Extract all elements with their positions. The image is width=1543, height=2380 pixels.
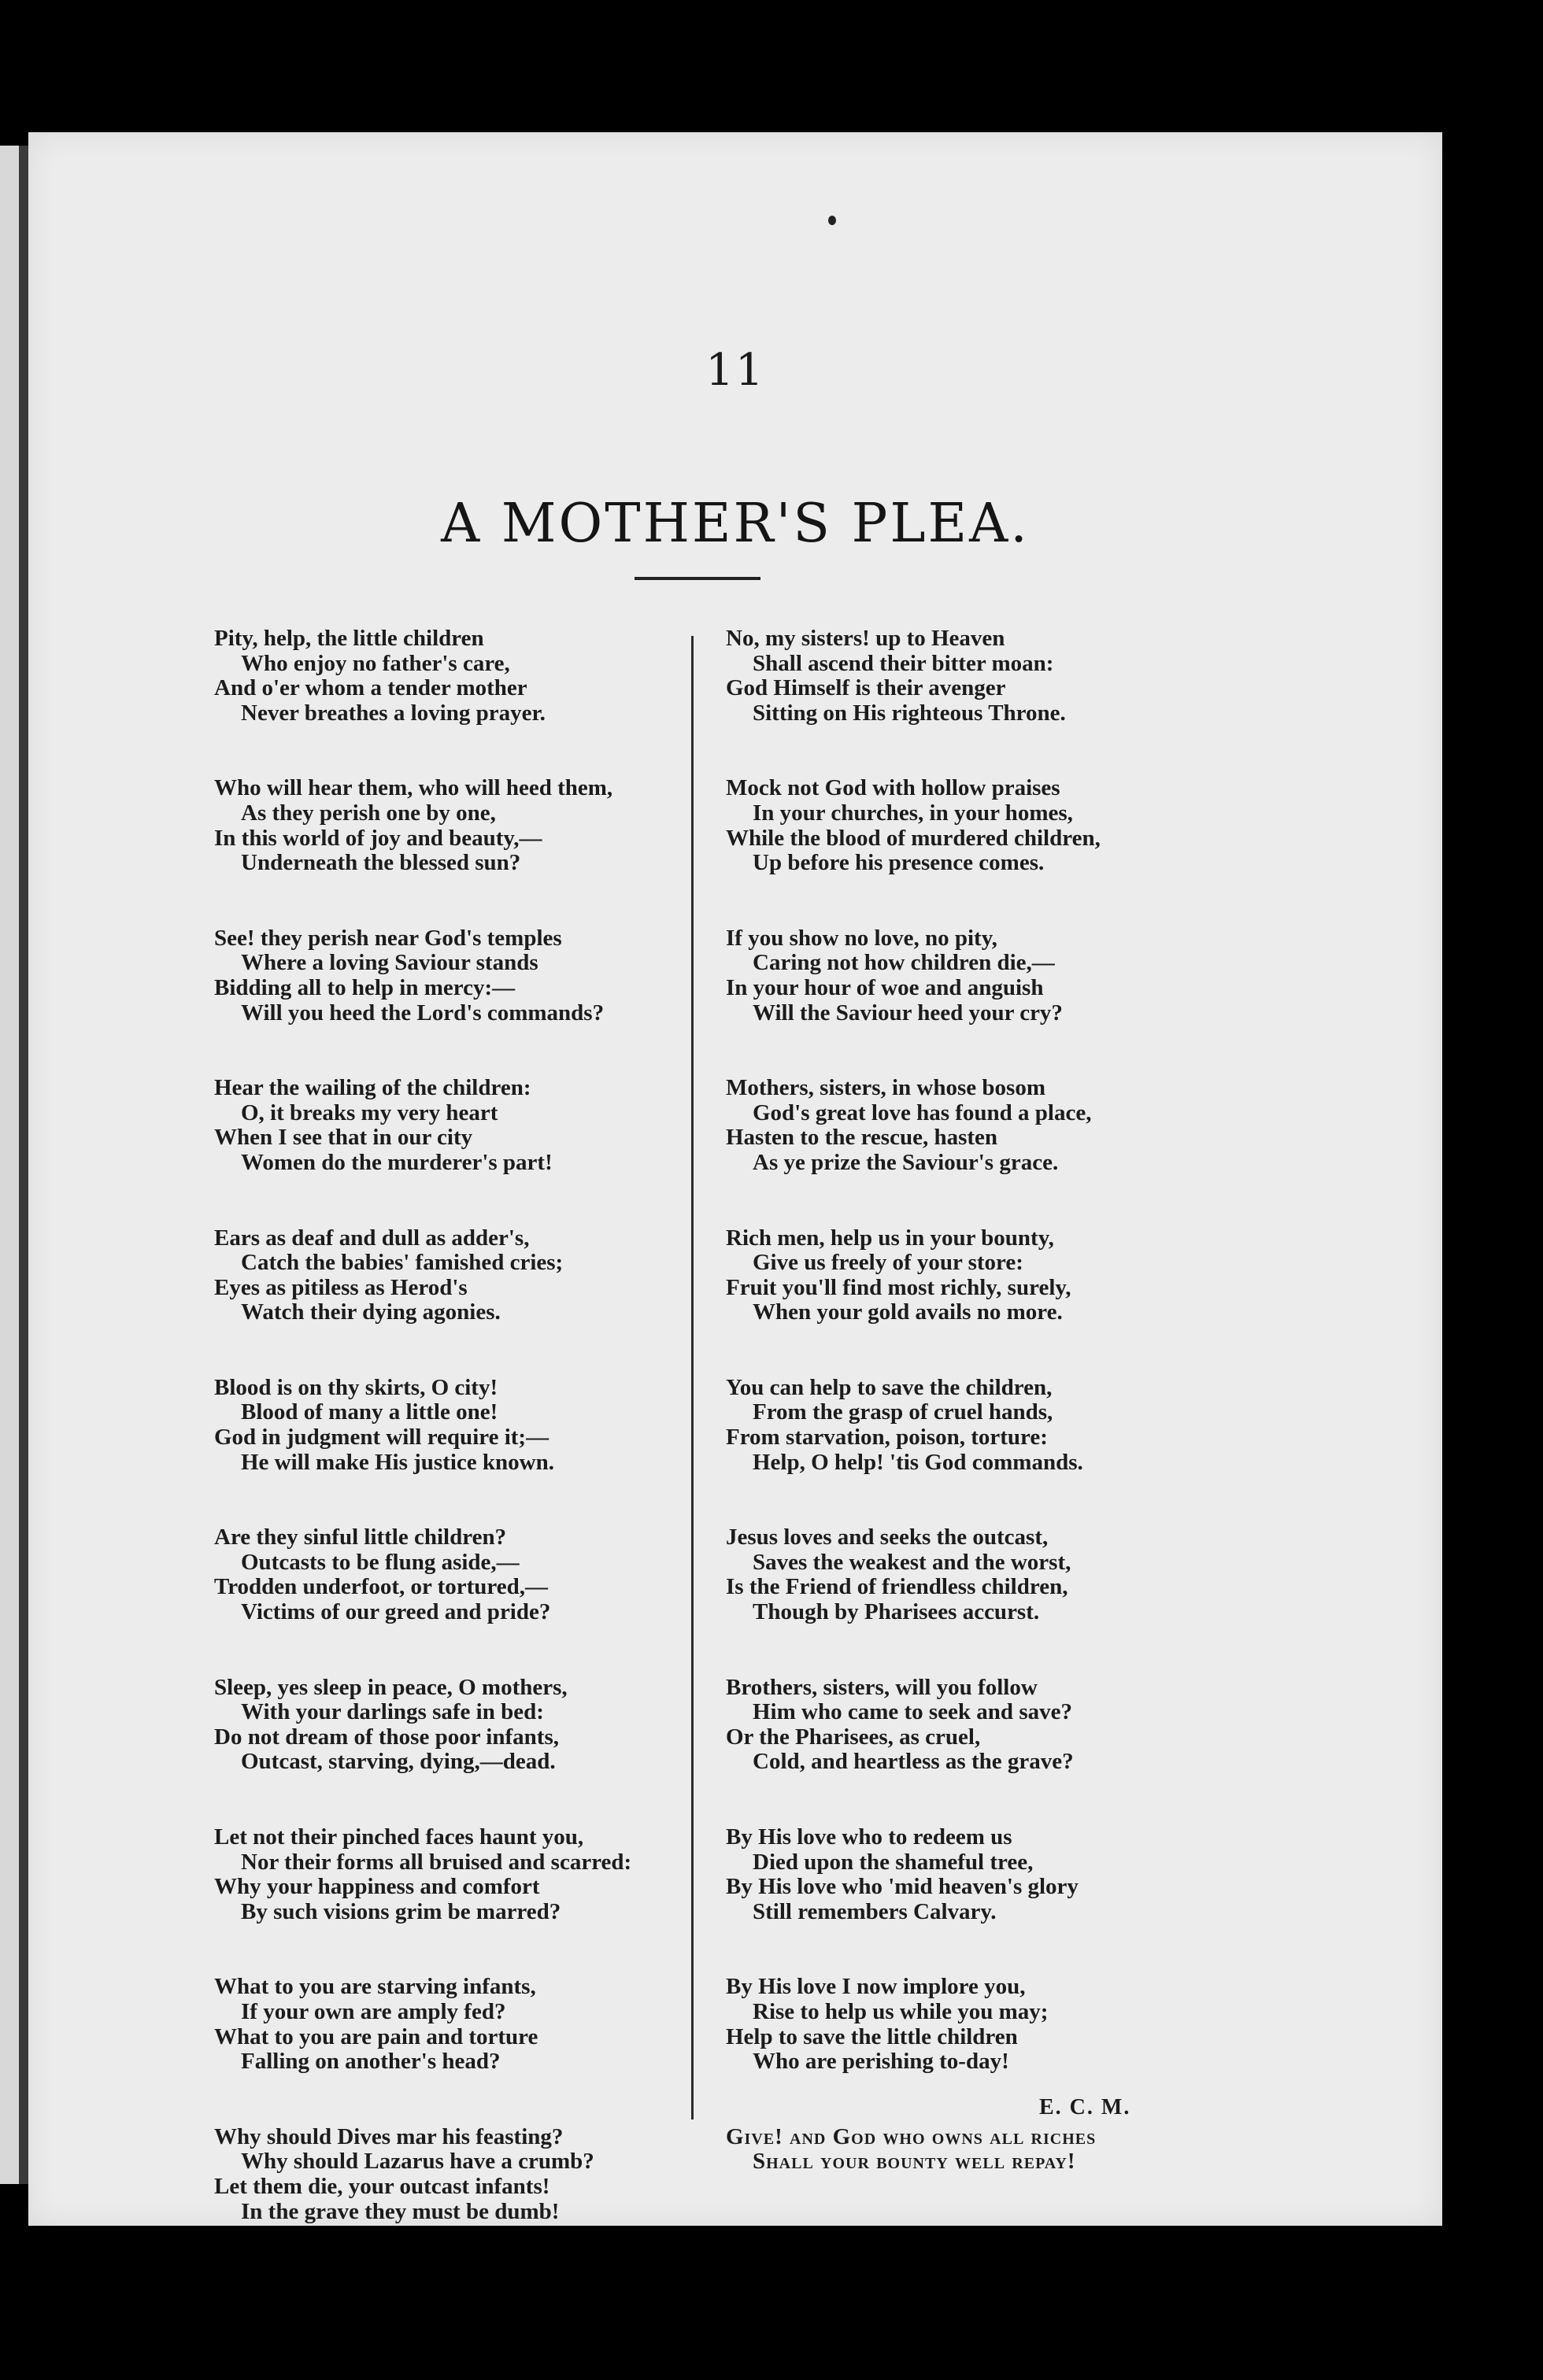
poem-line: Are they sinful little children?	[214, 1524, 507, 1550]
poem-left-column	[214, 626, 686, 2275]
poem-line: No, my sisters! up to Heaven	[726, 626, 1005, 651]
poem-line: Outcasts to be flung aside,—	[241, 1549, 520, 1575]
poem-line: Who are perishing to-day!	[753, 2049, 1009, 2075]
poem-line: God in judgment will require it;—	[214, 1425, 549, 1451]
stanza	[726, 1825, 1214, 1924]
poem-line: Him who came to seek and save?	[753, 1699, 1072, 1725]
poem-line: Cold, and heartless as the grave?	[753, 1749, 1074, 1775]
poem-line: Mock not God with hollow praises	[726, 775, 1060, 801]
stanza	[726, 2125, 1214, 2175]
poem-line: Victims of our greed and pride?	[241, 1599, 551, 1625]
stanza	[726, 926, 1214, 1026]
poem-line: See! they perish near God's temples	[214, 925, 562, 951]
poem-line: Shall ascend their bitter moan:	[753, 650, 1054, 676]
poem-line: Who enjoy no father's care,	[241, 650, 510, 676]
poem-line: Jesus loves and seeks the outcast,	[726, 1524, 1049, 1550]
stanza	[726, 626, 1214, 726]
poem-line: You can help to save the children,	[726, 1374, 1053, 1400]
poem-line: Give us freely of your store:	[753, 1250, 1023, 1276]
poem-line: Bidding all to help in mercy:—	[214, 974, 516, 1000]
poem-line: Who will hear them, who will heed them,	[214, 775, 613, 801]
poem-line: By His love who 'mid heaven's glory	[726, 1874, 1079, 1900]
column-divider	[691, 636, 694, 2119]
poem-line: Sitting on His righteous Throne.	[753, 700, 1066, 726]
poem-line: Hasten to the rescue, hasten	[726, 1125, 998, 1151]
poem-line: When I see that in our city	[214, 1125, 473, 1151]
poem-line: Help, O help! 'tis God commands.	[753, 1449, 1083, 1475]
poem-line: Brothers, sisters, will you follow	[726, 1674, 1038, 1700]
stanza	[726, 1525, 1214, 1624]
stanza	[726, 1376, 1214, 1475]
stanza	[214, 1076, 686, 1175]
poem-line: Still remembers Calvary.	[753, 1898, 997, 1924]
poem-line: From starvation, poison, torture:	[726, 1425, 1048, 1451]
title-rule	[635, 577, 760, 580]
stanza	[726, 1076, 1214, 1175]
poem-line: God's great love has found a place,	[753, 1099, 1092, 1125]
poem-line: Do not dream of those poor infants,	[214, 1724, 559, 1750]
poem-line: Ears as deaf and dull as adder's,	[214, 1225, 530, 1251]
poem-line: Watch their dying agonies.	[241, 1299, 501, 1325]
poem-line: Never breathes a loving prayer.	[241, 700, 546, 726]
poem-line: And o'er whom a tender mother	[214, 675, 527, 701]
binding-shadow	[19, 146, 28, 2184]
poem-line: Sleep, yes sleep in peace, O mothers,	[214, 1674, 568, 1700]
poem-line: Outcast, starving, dying,—dead.	[241, 1749, 556, 1775]
poem-line: Pity, help, the little children	[214, 626, 484, 651]
poem-line: By His love I now implore you,	[726, 1974, 1026, 2000]
poem-line: Rich men, help us in your bounty,	[726, 1225, 1054, 1251]
stanza	[214, 1525, 686, 1624]
poem-line: Underneath the blessed sun?	[241, 850, 521, 876]
stanza	[726, 1975, 1214, 2074]
poem-line: Shall your bounty well repay!	[753, 2149, 1076, 2175]
stanza	[214, 1975, 686, 2074]
poem-line: Blood of many a little one!	[241, 1399, 498, 1425]
poem-line: Trodden underfoot, or tortured,—	[214, 1574, 548, 1600]
document-page	[28, 132, 1442, 2226]
poem-line: Hear the wailing of the children:	[214, 1075, 531, 1101]
ink-speck	[828, 216, 836, 225]
poem-line: Or the Pharisees, as cruel,	[726, 1724, 981, 1750]
poem-line: Mothers, sisters, in whose bosom	[726, 1075, 1045, 1101]
poem-line: As ye prize the Saviour's grace.	[753, 1149, 1059, 1175]
poem-title: A MOTHER'S PLEA.	[441, 493, 1030, 555]
page-number: 11	[705, 345, 765, 396]
poem-line: Caring not how children die,—	[753, 950, 1055, 976]
poem-line: Eyes as pitiless as Herod's	[214, 1274, 468, 1300]
poem-line: Why should Lazarus have a crumb?	[241, 2149, 594, 2175]
poem-line: Fruit you'll find most richly, surely,	[726, 1274, 1071, 1300]
author-initials: E. C. M.	[1039, 2095, 1131, 2119]
poem-line: By such visions grim be marred?	[241, 1898, 561, 1924]
poem-line: Women do the murderer's part!	[241, 1149, 553, 1175]
stanza	[214, 626, 686, 726]
poem-line: Nor their forms all bruised and scarred:	[241, 1849, 632, 1875]
stanza	[214, 1376, 686, 1475]
poem-line: Will the Saviour heed your cry?	[753, 1000, 1063, 1026]
poem-line: While the blood of murdered children,	[726, 825, 1101, 851]
poem-line: Why your happiness and comfort	[214, 1874, 540, 1900]
poem-line: Let not their pinched faces haunt you,	[214, 1824, 584, 1850]
poem-line: Will you heed the Lord's commands?	[241, 1000, 605, 1026]
poem-line: When your gold avails no more.	[753, 1299, 1063, 1325]
poem-line: Why should Dives mar his feasting?	[214, 2123, 564, 2149]
poem-line: Help to save the little children	[726, 2023, 1018, 2049]
poem-line: Died upon the shameful tree,	[753, 1849, 1034, 1875]
poem-line: Is the Friend of friendless children,	[726, 1574, 1068, 1600]
stanza	[214, 926, 686, 1026]
stanza	[214, 2125, 686, 2224]
poem-line: Saves the weakest and the worst,	[753, 1549, 1071, 1575]
stanza	[214, 1676, 686, 1775]
stanza	[726, 776, 1214, 875]
poem-line: Falling on another's head?	[241, 2049, 501, 2075]
poem-line: Blood is on thy skirts, O city!	[214, 1374, 498, 1400]
poem-line: Let them die, your outcast infants!	[214, 2173, 550, 2199]
poem-line: As they perish one by one,	[241, 800, 496, 826]
poem-line: Where a loving Saviour stands	[241, 950, 538, 976]
poem-line: In your churches, in your homes,	[753, 800, 1073, 826]
poem-line: From the grasp of cruel hands,	[753, 1399, 1053, 1425]
poem-line: He will make His justice known.	[241, 1449, 554, 1475]
poem-line: With your darlings safe in bed:	[241, 1699, 544, 1725]
poem-line: Up before his presence comes.	[753, 850, 1045, 876]
poem-line: Give! and God who owns all riches	[726, 2123, 1097, 2149]
stanza	[214, 776, 686, 875]
poem-line: O, it breaks my very heart	[241, 1099, 498, 1125]
poem-line: Rise to help us while you may;	[753, 1998, 1049, 2024]
poem-line: What to you are pain and torture	[214, 2023, 538, 2049]
stanza	[726, 1226, 1214, 1325]
poem-line: By His love who to redeem us	[726, 1824, 1012, 1850]
stanza	[214, 1825, 686, 1924]
poem-line: Though by Pharisees accurst.	[753, 1599, 1040, 1625]
poem-line: Catch the babies' famished cries;	[241, 1250, 564, 1276]
stanza	[726, 1676, 1214, 1775]
poem-line: If you show no love, no pity,	[726, 925, 997, 951]
poem-line: God Himself is their avenger	[726, 675, 1006, 701]
poem-line: In your hour of woe and anguish	[726, 974, 1044, 1000]
poem-line: In this world of joy and beauty,—	[214, 825, 542, 851]
poem-line: What to you are starving infants,	[214, 1974, 536, 2000]
stanza	[214, 1226, 686, 1325]
poem-line: If your own are amply fed?	[241, 1998, 506, 2024]
poem-right-column	[726, 626, 1214, 2225]
poem-line: In the grave they must be dumb!	[241, 2198, 560, 2224]
